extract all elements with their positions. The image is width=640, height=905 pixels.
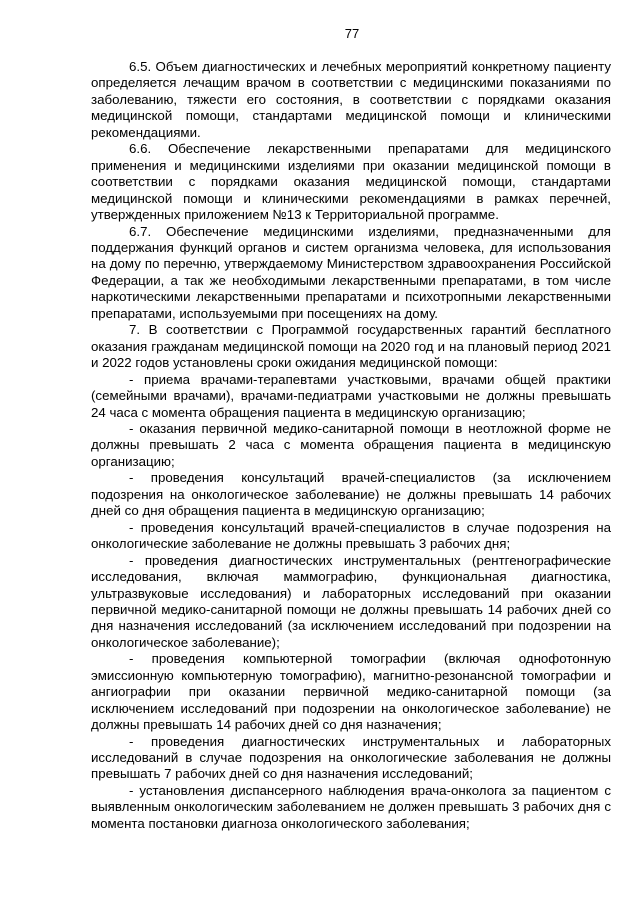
list-item-ct-mri-wait: - проведения компьютерной томографии (включая однофотонную эмиссионную компьютерную томографию), магнитно-резонансной томографии и ангиографии при оказании первичной медико-санитарной помощи (за исключением исследований при подозрении на онкологическое заболевание) не должны превышать 14 рабочих дней со дня назначения; [91, 651, 611, 733]
list-item-oncology-specialist-wait: - проведения консультаций врачей-специалистов в случае подозрения на онкологические заболевание не должны превышать 3 рабочих дня; [91, 519, 611, 552]
list-item-therapist-wait: - приема врачами-терапевтами участковыми, врачами общей практики (семейными врачами), врачами-педиатрами участковыми не должны превышать 24 часа с момента обращения пациента в медицинскую организацию; [91, 371, 611, 420]
list-item-specialist-wait: - проведения консультаций врачей-специалистов (за исключением подозрения на онкологическое заболевание) не должны превышать 14 рабочих дней со дня обращения пациента в медицинскую организацию; [91, 470, 611, 519]
paragraph-7: 7. В соответствии с Программой государственных гарантий бесплатного оказания гражданам медицинской помощи на 2020 год и на плановый период 2021 и 2022 годов установлены сроки ожидания медицинской помощи: [91, 322, 611, 371]
document-body [91, 59, 611, 832]
paragraph-6-6: 6.6. Обеспечение лекарственными препаратами для медицинского применения и медицинскими изделиями при оказании медицинской помощи в соответствии с порядками оказания медицинской помощи, стандартами медицинской помощи и клиническими рекомендациями в рамках перечней, утвержденных приложением №13 к Территориальной программе. [91, 141, 611, 223]
paragraph-6-7: 6.7. Обеспечение медицинскими изделиями, предназначенными для поддержания функций органов и систем организма человека, для использования на дому по перечню, утверждаемому Министерством здравоохранения Российской Федерации, а так же необходимыми лекарственными препаратами, в том числе наркотическими лекарственными препаратами и психотропными лекарственными препаратами, используемыми при посещениях на дому. [91, 223, 611, 321]
list-item-oncologist-observation-wait: - установления диспансерного наблюдения врача-онколога за пациентом с выявленным онкологическим заболеванием не должен превышать 3 рабочих дня с момента постановки диагноза онкологического заболевания; [91, 782, 611, 831]
list-item-urgent-care-wait: - оказания первичной медико-санитарной помощи в неотложной форме не должны превышать 2 часа с момента обращения пациента в медицинскую организацию; [91, 420, 611, 469]
list-item-oncology-diagnostics-wait: - проведения диагностических инструментальных и лабораторных исследований в случае подозрения на онкологические заболевания не должны превышать 7 рабочих дней со дня назначения исследований; [91, 733, 611, 782]
list-item-diagnostics-wait: - проведения диагностических инструментальных (рентгенографические исследования, включая маммографию, функциональная диагностика, ультразвуковые исследования) и лабораторных исследований при оказании первичной медико-санитарной помощи не должны превышать 14 рабочих дней со дня назначения исследований (за исключением исследований при подозрении на онкологическое заболевание); [91, 552, 611, 650]
page-number: 77 [344, 26, 360, 41]
paragraph-6-5: 6.5. Объем диагностических и лечебных мероприятий конкретному пациенту определяется лечащим врачом в соответствии с медицинскими показаниями по заболеванию, тяжести его состояния, в соответствии с порядками оказания медицинской помощи, стандартами медицинской помощи и клиническими рекомендациями. [91, 59, 611, 140]
